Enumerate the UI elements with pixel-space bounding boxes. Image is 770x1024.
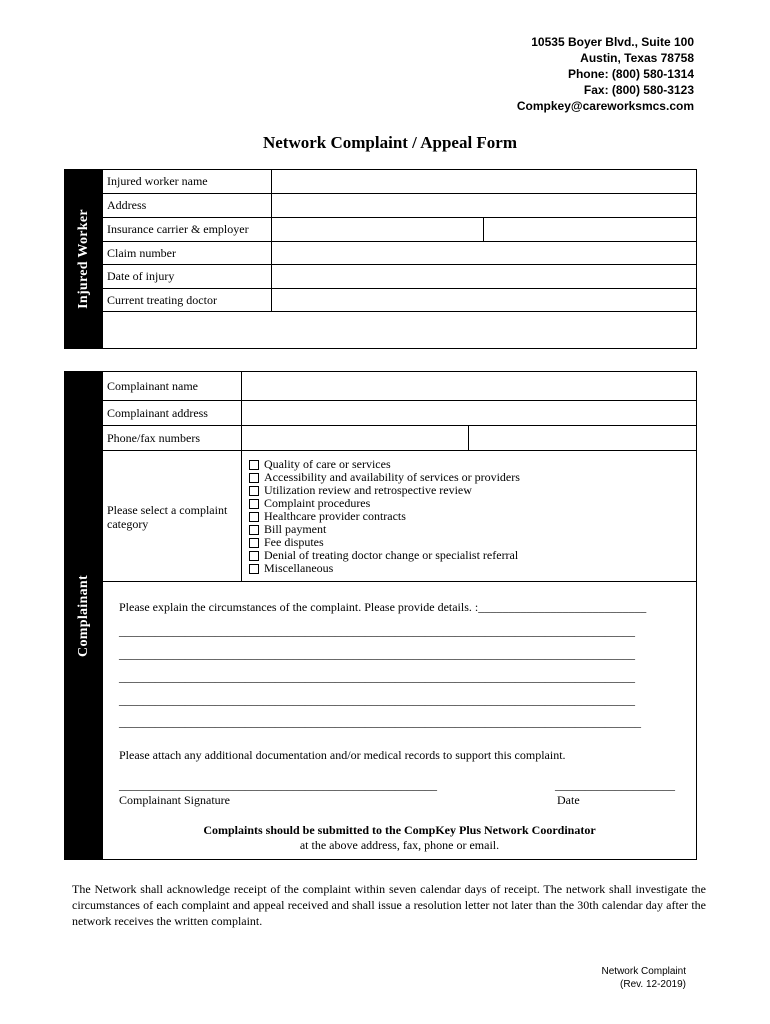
injured-worker-sidebar [65,170,103,348]
submit-instructions-bold: Complaints should be submitted to the CompKey Plus Network Coordinator [203,823,596,837]
employer-field[interactable] [484,218,696,241]
injured-worker-address-label: Address [107,198,147,212]
address-line-phone: Phone: (800) 580-1314 [567,67,694,81]
revision-label: (Rev. 12-2019) [620,979,686,990]
injured-worker-name-row [103,170,696,194]
date-of-injury-field[interactable] [272,265,696,288]
category-option-label: Utilization review and retrospective review [264,483,472,497]
checkbox[interactable] [249,499,259,509]
complaint-category-options [249,458,520,575]
complaint-category-label: Please select a complaint category [107,503,228,531]
address-line-street: 10535 Boyer Blvd., Suite 100 [531,35,694,49]
injured-worker-section [64,169,697,349]
injured-worker-name-label: Injured worker name [107,174,208,188]
complainant-name-row [103,372,696,401]
fax-field[interactable] [469,426,696,450]
explain-blank-line[interactable]: ______________________________________________________________________________________ [119,624,635,638]
signature-line[interactable]: _____________________________________________________ [119,778,437,792]
explain-prompt: Please explain the circumstances of the complaint. Please provide details. :____________________________ [119,600,647,614]
checkbox[interactable] [249,525,259,535]
injured-worker-name-field[interactable] [272,170,696,193]
category-option[interactable] [249,562,520,575]
treating-doctor-field[interactable] [272,289,696,311]
complainant-address-row [103,401,696,426]
claim-number-label: Claim number [107,245,176,260]
date-label: Date [557,793,580,807]
submit-instructions: at the above address, fax, phone or email. [299,838,500,852]
explain-blank-line[interactable]: ______________________________________________________________________________________ [119,670,635,684]
checkbox[interactable] [249,460,259,470]
category-option-label: Bill payment [264,522,327,536]
complainant-address-field[interactable] [242,401,696,425]
checkbox[interactable] [249,512,259,522]
phone-fax-row [103,426,696,451]
checkbox[interactable] [249,551,259,561]
category-option-label: Fee disputes [264,535,324,549]
injured-worker-address-row [103,194,696,218]
phone-fax-label: Phone/fax numbers [107,430,200,445]
signature-label: Complainant Signature [119,793,230,807]
date-line[interactable]: ____________________ [555,778,675,792]
category-option-label: Quality of care or services [264,457,391,471]
complainant-section-label: Complainant [76,574,91,657]
complainant-name-label: Complainant name [107,378,198,393]
complainant-name-field[interactable] [242,372,696,400]
insurance-carrier-field[interactable] [272,218,483,241]
complainant-section [64,371,697,860]
form-title: Network Complaint / Appeal Form [262,133,518,152]
form-name-footer: Network Complaint [601,966,686,977]
attach-instructions: Please attach any additional documentation and/or medical records to support this complaint. [119,748,566,762]
date-of-injury-row [103,265,696,289]
complainant-sidebar [65,372,103,859]
category-option-label: Accessibility and availability of services or providers [264,470,520,484]
category-option-label: Denial of treating doctor change or specialist referral [264,548,519,562]
claim-number-row [103,242,696,265]
injured-worker-section-label: Injured Worker [76,209,91,309]
claim-number-field[interactable] [272,242,696,264]
treating-doctor-label: Current treating doctor [107,292,217,307]
address-line-fax: Fax: (800) 580-3123 [583,83,694,97]
category-option-label: Miscellaneous [264,561,334,575]
form-revision-block [602,965,686,991]
contact-address-block [517,34,694,114]
treating-doctor-row [103,289,696,312]
complainant-address-label: Complainant address [107,405,208,420]
checkbox[interactable] [249,564,259,574]
explain-blank-line[interactable]: ______________________________________________________________________________________ [119,693,635,707]
checkbox[interactable] [249,486,259,496]
checkbox[interactable] [249,473,259,483]
checkbox[interactable] [249,538,259,548]
address-line-city: Austin, Texas 78758 [580,51,694,65]
explain-blank-line[interactable]: _______________________________________________________________________________________ [119,715,641,729]
insurance-carrier-label: Insurance carrier & employer [107,222,249,236]
injured-worker-blank-area[interactable] [103,312,696,348]
category-option-label: Healthcare provider contracts [264,509,406,523]
category-option-label: Complaint procedures [264,496,371,510]
complaint-category-row [103,451,696,582]
phone-field[interactable] [242,426,468,450]
acknowledgement-paragraph: The Network shall acknowledge receipt of the complaint within seven calendar days of receipt. The network shall investigate the circumstances of each complaint and appeal received and shall issue a resolution letter not later than the 30th calendar day after the network receives the written complaint. [72,882,706,928]
address-line-email: Compkey@careworksmcs.com [516,99,694,113]
date-of-injury-label: Date of injury [107,269,175,283]
injured-worker-address-field[interactable] [272,194,696,217]
explain-blank-line[interactable]: ______________________________________________________________________________________ [119,647,635,661]
insurance-carrier-row [103,218,696,242]
